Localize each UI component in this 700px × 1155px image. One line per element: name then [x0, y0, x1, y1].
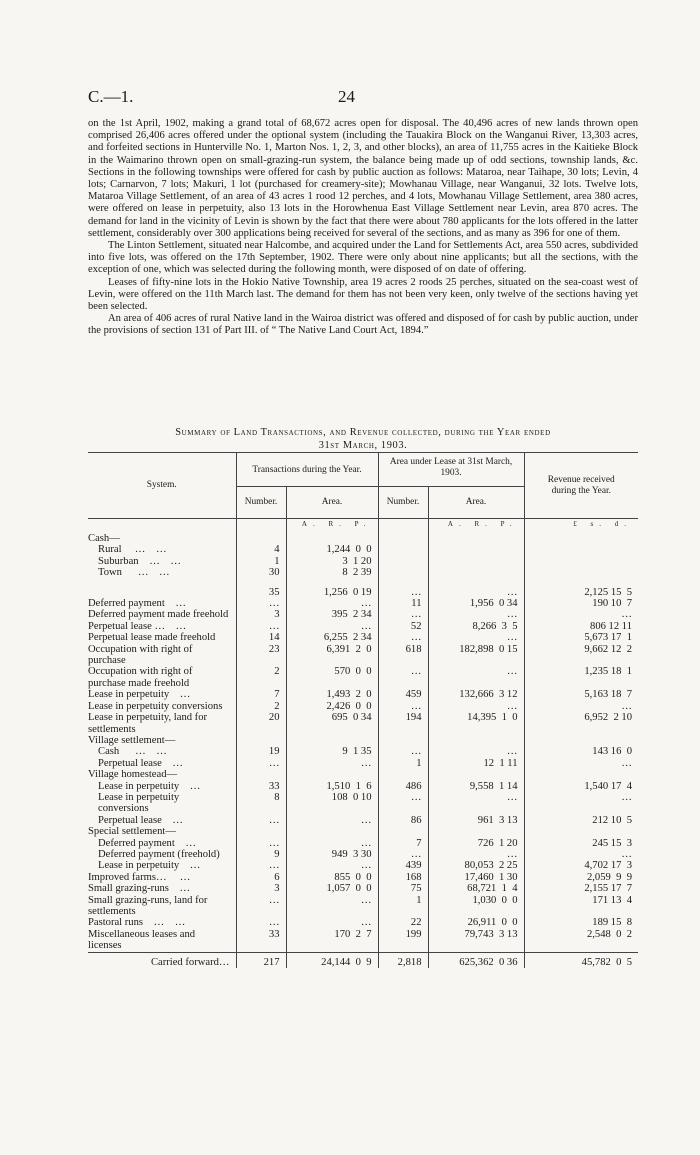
table-row — [88, 781, 638, 792]
paragraph: Leases of fifty-nine lots in the Hokio Native Township, area 19 acres 2 roods 25 perches, situated on the sea-coast west of Levin, were offered on the 11th March last. The demand for them has not been very keen, only twelve of the sections having yet been selected. — [88, 276, 638, 313]
cell-transactions-area: 1,510 1 6 — [286, 781, 378, 792]
cell-revenue — [524, 769, 638, 780]
cell-lease-area: 17,460 1 30 — [428, 872, 524, 883]
cell-lease-number: 168 — [378, 872, 428, 883]
page-number: 24 — [338, 87, 355, 106]
cell-lease-area: 961 3 13 — [428, 815, 524, 826]
cell-lease-area: 68,721 1 4 — [428, 883, 524, 894]
cell-lease-area: 1,956 0 34 — [428, 598, 524, 609]
row-label: Town … … — [98, 567, 170, 579]
row-label: Village homestead— — [88, 769, 178, 781]
cell-lease-number — [378, 579, 428, 587]
cell-transactions-number — [236, 769, 286, 780]
cell-transactions-number — [236, 735, 286, 746]
cell-lease-area: … — [428, 746, 524, 757]
cell-transactions-area: 1,057 0 0 — [286, 883, 378, 894]
cell-revenue — [524, 544, 638, 555]
cell-lease-number — [378, 556, 428, 567]
cell-transactions-number: 8 — [236, 792, 286, 815]
cell-lease-number: … — [378, 849, 428, 860]
cell-transactions-area: … — [286, 860, 378, 871]
cell-lease-area: 8,266 3 5 — [428, 621, 524, 632]
table-row — [88, 701, 638, 712]
cell-transactions-number: 6 — [236, 872, 286, 883]
summary-table — [88, 452, 638, 968]
cell-transactions-area: 6,391 2 0 — [286, 644, 378, 667]
cell-lease-number: 86 — [378, 815, 428, 826]
cell-transactions-area: 1,256 0 19 — [286, 587, 378, 598]
paragraph: on the 1st April, 1902, making a grand total of 68,672 acres open for disposal. The 40,496 acres of new lands thrown open comprised 26,406 acres offered under the optional system (including the Tauakira Block on the Wanganui River, 13,303 acres, and forfeited sections in Hunterville No. 1, Marton Nos. 1, 2, 3, and other blocks), an area of 11,755 acres in the Kaitieke Block in the Waimarino thrown open on small-grazing-run system, the balance being made up of odd sections, township lands, &c. Sections in the following townships were offered for cash by public auction as follows: Mataroa, near Taihape, 30 lots; Levin, 4 lots; Carnarvon, 7 lots; Makuri, 1 lot (purchased for creamery-site); Mowhanau Village, near Wanganui, 32 lots. Twelve lots, Mataroa Village Settlement, of an area of 43 acres 1 rood 12 perches, and 4 lots, Mowhanau Village Settlement, area 380 acres, were offered on lease in perpetuity, also 13 lots in the Horowhenua East Village Settlement near Levin, area 870 acres. The demand for land in the vicinity of Levin is shown by the fact that there were about 780 applicants for the lots offered in the latter settlement, considerably over 300 applications being received for several of the sections, and as many as 396 for one of them. — [88, 118, 638, 239]
cell-lease-area: 132,666 3 12 — [428, 689, 524, 700]
cell-lease-area — [428, 579, 524, 587]
carried-n1: 217 — [236, 952, 286, 968]
table-row — [88, 860, 638, 871]
cell-revenue: 2,155 17 7 — [524, 883, 638, 894]
cell-transactions-number: … — [236, 860, 286, 871]
cell-lease-area: … — [428, 849, 524, 860]
cell-transactions-number: 23 — [236, 644, 286, 667]
paragraph: An area of 406 acres of rural Native land in the Wairoa district was offered and disposed of for cash by public auction, under the provisions of section 131 of Part III. of “ The Native Land Court Act, 1894.” — [88, 313, 638, 337]
cell-lease-number: … — [378, 746, 428, 757]
row-label: Deferred payment (freehold) — [98, 848, 220, 860]
table-row — [88, 712, 638, 735]
cell-revenue: 189 15 8 — [524, 917, 638, 928]
cell-revenue — [524, 567, 638, 578]
row-label: Lease in perpetuity … — [98, 860, 201, 872]
table-row — [88, 883, 638, 894]
cell-transactions-number: … — [236, 621, 286, 632]
cell-revenue: 171 13 4 — [524, 895, 638, 918]
row-label: Suburban … … — [98, 555, 181, 567]
cell-revenue: … — [524, 792, 638, 815]
cell-lease-number: 1 — [378, 895, 428, 918]
row-label — [88, 579, 236, 587]
cell-revenue: 9,662 12 2 — [524, 644, 638, 667]
cell-revenue — [524, 579, 638, 587]
cell-transactions-number: … — [236, 917, 286, 928]
cell-revenue: 806 12 11 — [524, 621, 638, 632]
cell-transactions-number: … — [236, 815, 286, 826]
col-header-number: Number. — [378, 487, 428, 519]
cell-transactions-area: … — [286, 917, 378, 928]
cell-transactions-number: 33 — [236, 781, 286, 792]
cell-lease-area — [428, 533, 524, 544]
row-label: Special settlement— — [88, 826, 176, 838]
cell-transactions-number: 30 — [236, 567, 286, 578]
cell-lease-area — [428, 556, 524, 567]
cell-lease-number: 459 — [378, 689, 428, 700]
cell-transactions-area — [286, 769, 378, 780]
cell-transactions-area: … — [286, 895, 378, 918]
cell-transactions-number: 4 — [236, 544, 286, 555]
cell-transactions-number: 33 — [236, 929, 286, 952]
table-row — [88, 533, 638, 544]
cell-lease-number: 199 — [378, 929, 428, 952]
table-row — [88, 689, 638, 700]
cell-transactions-number: … — [236, 758, 286, 769]
cell-transactions-number: 3 — [236, 883, 286, 894]
cell-lease-number — [378, 567, 428, 578]
row-label — [88, 587, 236, 598]
row-label: Lease in perpetuity … — [98, 780, 201, 792]
table-row — [88, 735, 638, 746]
cell-transactions-number: 7 — [236, 689, 286, 700]
table-row — [88, 598, 638, 609]
table-row — [88, 632, 638, 643]
cell-lease-area: 726 1 20 — [428, 838, 524, 849]
unit-label: £ s. d. — [524, 519, 638, 534]
row-label: Lease in perpetuity conversions — [98, 791, 180, 815]
cell-lease-area: … — [428, 632, 524, 643]
col-header-revenue: Revenue received during the Year. — [524, 453, 638, 519]
cell-lease-number — [378, 533, 428, 544]
cell-transactions-number: 2 — [236, 666, 286, 689]
cell-lease-number: … — [378, 666, 428, 689]
table-row — [88, 792, 638, 815]
cell-lease-area: 182,898 0 15 — [428, 644, 524, 667]
cell-revenue — [524, 533, 638, 544]
cell-revenue: 6,952 2 10 — [524, 712, 638, 735]
cell-transactions-number — [236, 533, 286, 544]
cell-transactions-number: 14 — [236, 632, 286, 643]
row-label: Occupation with right of purchase — [88, 643, 193, 667]
cell-transactions-number — [236, 826, 286, 837]
cell-transactions-number: 3 — [236, 609, 286, 620]
cell-lease-area: 1,030 0 0 — [428, 895, 524, 918]
cell-transactions-area: 6,255 2 34 — [286, 632, 378, 643]
table-title-line: 31st March, 1903. — [318, 439, 408, 451]
cell-revenue — [524, 826, 638, 837]
table-row — [88, 587, 638, 598]
cell-transactions-area: 9 1 35 — [286, 746, 378, 757]
cell-lease-area: 9,558 1 14 — [428, 781, 524, 792]
cell-revenue — [524, 735, 638, 746]
cell-lease-number — [378, 735, 428, 746]
body-text — [88, 118, 638, 338]
cell-lease-number: … — [378, 609, 428, 620]
cell-transactions-number: 20 — [236, 712, 286, 735]
carried-n2: 2,818 — [378, 952, 428, 968]
row-label: Cash— — [88, 533, 120, 544]
cell-revenue: 1,235 18 1 — [524, 666, 638, 689]
cell-lease-area — [428, 735, 524, 746]
row-label: Lease in perpetuity, land for settlements — [88, 712, 208, 735]
row-label: Pastoral runs … … — [88, 917, 186, 929]
cell-revenue: 245 15 3 — [524, 838, 638, 849]
cell-lease-number: 7 — [378, 838, 428, 849]
cell-lease-number: 439 — [378, 860, 428, 871]
row-label: Perpetual lease … — [98, 814, 184, 826]
spacer-row — [88, 579, 638, 587]
carried-forward-row — [88, 952, 638, 968]
col-header-number: Number. — [236, 487, 286, 519]
cell-lease-area: … — [428, 666, 524, 689]
table-row — [88, 567, 638, 578]
table-row — [88, 929, 638, 952]
cell-transactions-area — [286, 735, 378, 746]
cell-transactions-area — [286, 826, 378, 837]
table-row — [88, 556, 638, 567]
cell-lease-area — [428, 769, 524, 780]
cell-transactions-number: … — [236, 838, 286, 849]
table-body — [88, 519, 638, 953]
col-header-area: Area. — [286, 487, 378, 519]
page-section-code: C.—1. — [88, 87, 134, 106]
cell-lease-number: 22 — [378, 917, 428, 928]
row-label: Cash … … — [98, 746, 167, 758]
cell-transactions-number: … — [236, 895, 286, 918]
carried-forward-label: Carried forward… — [150, 956, 230, 968]
cell-lease-number: 1 — [378, 758, 428, 769]
table-row — [88, 758, 638, 769]
carried-a2: 625,362 0 36 — [428, 952, 524, 968]
row-label: Deferred payment made freehold — [88, 609, 229, 621]
cell-revenue: 4,702 17 3 — [524, 860, 638, 871]
cell-lease-area: 14,395 1 0 — [428, 712, 524, 735]
cell-lease-number — [378, 769, 428, 780]
cell-transactions-area: … — [286, 758, 378, 769]
cell-transactions-number — [236, 579, 286, 587]
cell-revenue: 2,059 9 9 — [524, 872, 638, 883]
carried-revenue: 45,782 0 5 — [524, 952, 638, 968]
cell-transactions-number: 9 — [236, 849, 286, 860]
row-label: Perpetual lease made freehold — [88, 632, 216, 644]
table-row — [88, 895, 638, 918]
col-header-area-under-lease: Area under Lease at 31st March, 1903. — [378, 453, 524, 487]
cell-lease-area: 79,743 3 13 — [428, 929, 524, 952]
cell-revenue: 5,673 17 1 — [524, 632, 638, 643]
row-label: Improved farms… … — [88, 871, 191, 883]
row-label: Deferred payment … — [98, 837, 196, 849]
carried-a1: 24,144 0 9 — [286, 952, 378, 968]
row-label: Rural … … — [98, 544, 167, 556]
row-label: Lease in perpetuity conversions — [88, 700, 223, 712]
table-row — [88, 838, 638, 849]
cell-lease-number: 194 — [378, 712, 428, 735]
cell-lease-area: … — [428, 609, 524, 620]
cell-transactions-area: 570 0 0 — [286, 666, 378, 689]
table-row — [88, 746, 638, 757]
cell-lease-number: 75 — [378, 883, 428, 894]
cell-transactions-number: 2 — [236, 701, 286, 712]
cell-lease-area: … — [428, 587, 524, 598]
cell-transactions-area: 695 0 34 — [286, 712, 378, 735]
cell-lease-area: 80,053 2 25 — [428, 860, 524, 871]
cell-revenue: 143 16 0 — [524, 746, 638, 757]
cell-revenue: 190 10 7 — [524, 598, 638, 609]
cell-lease-area: … — [428, 701, 524, 712]
cell-transactions-area — [286, 533, 378, 544]
cell-transactions-area: 3 1 20 — [286, 556, 378, 567]
cell-revenue — [524, 556, 638, 567]
cell-lease-area: 12 1 11 — [428, 758, 524, 769]
cell-transactions-area: … — [286, 838, 378, 849]
cell-lease-area: 26,911 0 0 — [428, 917, 524, 928]
cell-lease-number: … — [378, 701, 428, 712]
cell-revenue: 212 10 5 — [524, 815, 638, 826]
cell-revenue: 2,125 15 5 — [524, 587, 638, 598]
cell-transactions-area: 8 2 39 — [286, 567, 378, 578]
row-label: Occupation with right of purchase made freehold — [88, 666, 193, 689]
table-row — [88, 917, 638, 928]
row-label: Lease in perpetuity … — [88, 689, 191, 701]
row-label: Small grazing-runs … — [88, 883, 191, 895]
cell-transactions-area: 1,244 0 0 — [286, 544, 378, 555]
cell-transactions-area — [286, 579, 378, 587]
cell-lease-number: … — [378, 792, 428, 815]
cell-revenue: … — [524, 849, 638, 860]
cell-transactions-number: … — [236, 598, 286, 609]
cell-transactions-number: 35 — [236, 587, 286, 598]
table-row — [88, 849, 638, 860]
cell-lease-number: 11 — [378, 598, 428, 609]
paragraph: The Linton Settlement, situated near Halcombe, and acquired under the Land for Settlements Act, area 550 acres, subdivided into five lots, was offered on the 17th September, 1902. There were only about nine applicants; but all the sections, with the exception of one, which was selected during the following month, were disposed of on date of offering. — [88, 240, 638, 276]
cell-revenue: 5,163 18 7 — [524, 689, 638, 700]
cell-lease-number: … — [378, 587, 428, 598]
cell-revenue: … — [524, 609, 638, 620]
table-row — [88, 666, 638, 689]
table-row — [88, 544, 638, 555]
col-header-transactions: Transactions during the Year. — [236, 453, 378, 487]
table-title-line: Summary of Land Transactions, and Revenue collected, during the Year ended — [175, 427, 551, 438]
unit-label: A. R. P. — [428, 519, 524, 534]
table-row — [88, 872, 638, 883]
cell-lease-number: 486 — [378, 781, 428, 792]
table-row — [88, 826, 638, 837]
cell-transactions-area: 949 3 30 — [286, 849, 378, 860]
cell-lease-area: … — [428, 792, 524, 815]
cell-lease-area — [428, 544, 524, 555]
cell-lease-area — [428, 826, 524, 837]
cell-transactions-area: 170 2 7 — [286, 929, 378, 952]
cell-lease-number — [378, 826, 428, 837]
table-row — [88, 769, 638, 780]
cell-lease-number: 618 — [378, 644, 428, 667]
cell-lease-area — [428, 567, 524, 578]
table-row — [88, 644, 638, 667]
table-row — [88, 609, 638, 620]
cell-transactions-number: 1 — [236, 556, 286, 567]
col-header-area: Area. — [428, 487, 524, 519]
cell-transactions-area: 395 2 34 — [286, 609, 378, 620]
row-label: Deferred payment … — [88, 598, 186, 610]
row-label: Perpetual lease … — [98, 757, 184, 769]
unit-label: A. R. P. — [286, 519, 378, 534]
cell-revenue: 2,548 0 2 — [524, 929, 638, 952]
cell-lease-number: 52 — [378, 621, 428, 632]
cell-transactions-number: 19 — [236, 746, 286, 757]
row-label: Perpetual lease … … — [88, 620, 187, 632]
cell-lease-number: … — [378, 632, 428, 643]
cell-lease-number — [378, 544, 428, 555]
table-row — [88, 815, 638, 826]
cell-transactions-area: 2,426 0 0 — [286, 701, 378, 712]
row-label: Small grazing-runs, land for settlements — [88, 894, 208, 917]
cell-revenue: 1,540 17 4 — [524, 781, 638, 792]
cell-transactions-area: … — [286, 598, 378, 609]
row-label: Village settlement— — [88, 734, 176, 746]
cell-transactions-area: 1,493 2 0 — [286, 689, 378, 700]
cell-transactions-area: 855 0 0 — [286, 872, 378, 883]
cell-revenue: … — [524, 701, 638, 712]
cell-transactions-area: … — [286, 815, 378, 826]
cell-transactions-area: 108 0 10 — [286, 792, 378, 815]
cell-transactions-area: … — [286, 621, 378, 632]
table-title — [88, 427, 638, 452]
col-header-system: System. — [88, 453, 236, 519]
table-row — [88, 621, 638, 632]
row-label: Miscellaneous leases and licenses — [88, 928, 196, 952]
cell-revenue: … — [524, 758, 638, 769]
